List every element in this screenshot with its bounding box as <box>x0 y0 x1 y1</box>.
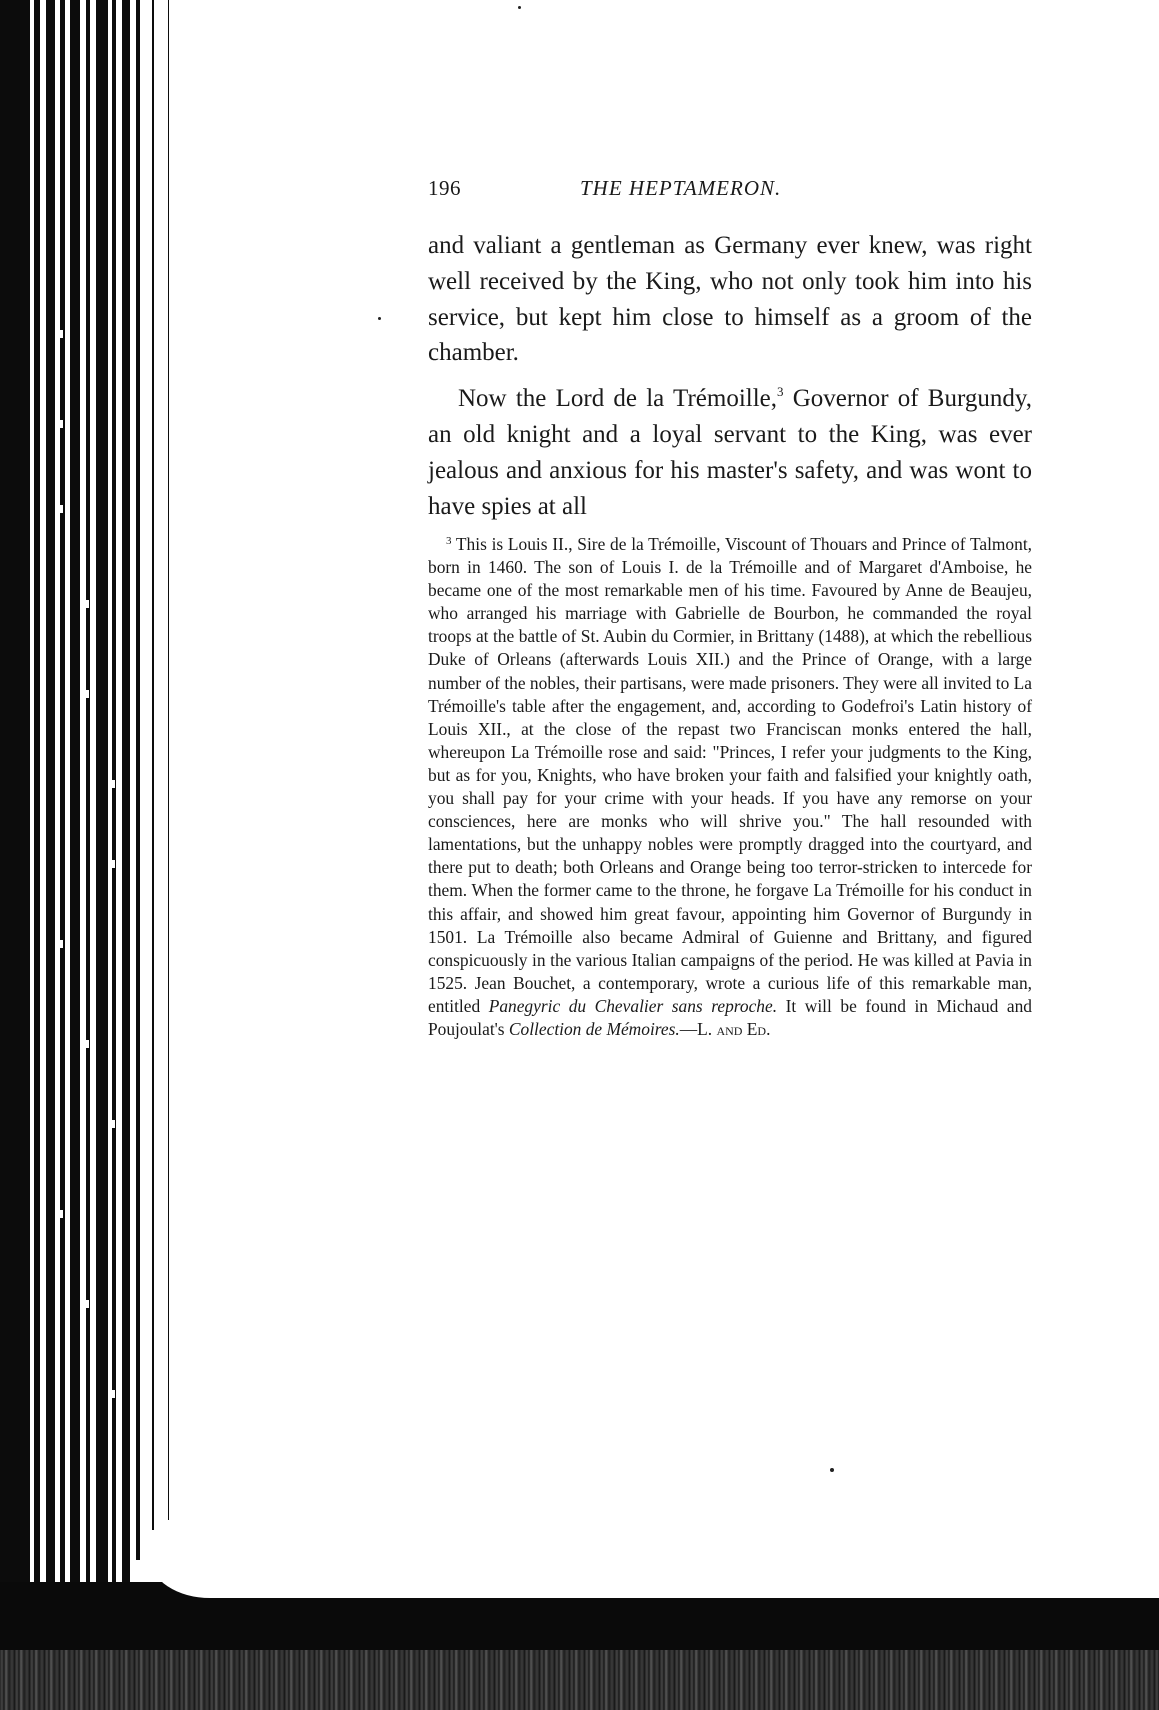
running-title: THE HEPTAMERON. <box>580 176 782 200</box>
footnote-signature: —L. and Ed. <box>679 1018 771 1039</box>
speck <box>378 317 381 320</box>
running-head <box>428 176 1032 208</box>
body-text <box>428 228 1032 524</box>
footnote-reference[interactable]: 3 <box>777 384 784 400</box>
paragraph <box>428 381 1032 524</box>
paragraph-text: Now the Lord de la Trémoille, <box>458 385 777 413</box>
scan-noise <box>0 1650 1159 1710</box>
speck <box>830 1468 834 1472</box>
paragraph: and valiant a gentleman as Germany ever knew, was right well received by the King, who not only took him into his service, but kept him close to himself as a groom of the chamber. <box>428 232 1032 367</box>
footnote-text: This is Louis II., Sire de la Trémoille, Viscount of Thouars and Prince of Talmont, born in 1460. The son of Louis I. de la Trémoille and of Margaret d'Amboise, he became one of the most remarkable men of his time. Favoured by Anne de Beaujeu, who arranged his marriage with Gabrielle de Bourbon, he commanded the royal troops at the battle of St. Aubin du Cormier, in Brittany (1488), at which the rebellious Duke of Orleans (afterwards Louis XII.) and the Prince of Orange, with a large number of the nobles, their partisans, were made prisoners. They were all invited to La Trémoille's table after the engagement, and, according to Godefroi's Latin history of Louis XII., at the close of the repast two Franciscan monks entered the hall, whereupon La Trémoille rose and said: "Princes, I refer your judgments to the King, but as for you, Knights, who have broken your faith and falsified your knightly oath, you shall pay for your crime with your heads. If you have any remorse on your consciences, here are monks who will shrive you." The hall resounded with lamentations, but the unhappy nobles were promptly dragged into the courtyard, and there put to death; both Orleans and Orange being too terror-stricken to intercede for them. When the former came to the throne, he forgave La Trémoille for his conduct in this affair, and showed him great favour, appointing him Governor of Burgundy in 1501. La Trémoille also became Admiral of Guienne and Brittany, and figured conspicuously in the various Italian campaigns of the period. He was killed at Pavia in 1525. Jean Bouchet, a contemporary, wrote a curious life of this remarkable man, entitled <box>428 534 1032 1016</box>
paragraph-text: Governor of Burgundy, an old knight and a loyal servant to the King, was ever jealous and anxious for his master's safety, and was wont to have spies at all <box>428 385 1032 520</box>
book-title: Collection de Mémoires. <box>508 1018 680 1039</box>
footnote-text: It will be found in Michaud and Poujoulat's <box>428 995 1032 1039</box>
book-gutter <box>0 0 172 1710</box>
book-title: Panegyric du Chevalier sans reproche. <box>488 995 778 1016</box>
footnote <box>428 533 1032 1041</box>
footnote-marker: 3 <box>446 535 452 547</box>
speck <box>518 6 521 9</box>
page-number: 196 <box>428 176 461 200</box>
page-curl <box>150 1548 1159 1598</box>
